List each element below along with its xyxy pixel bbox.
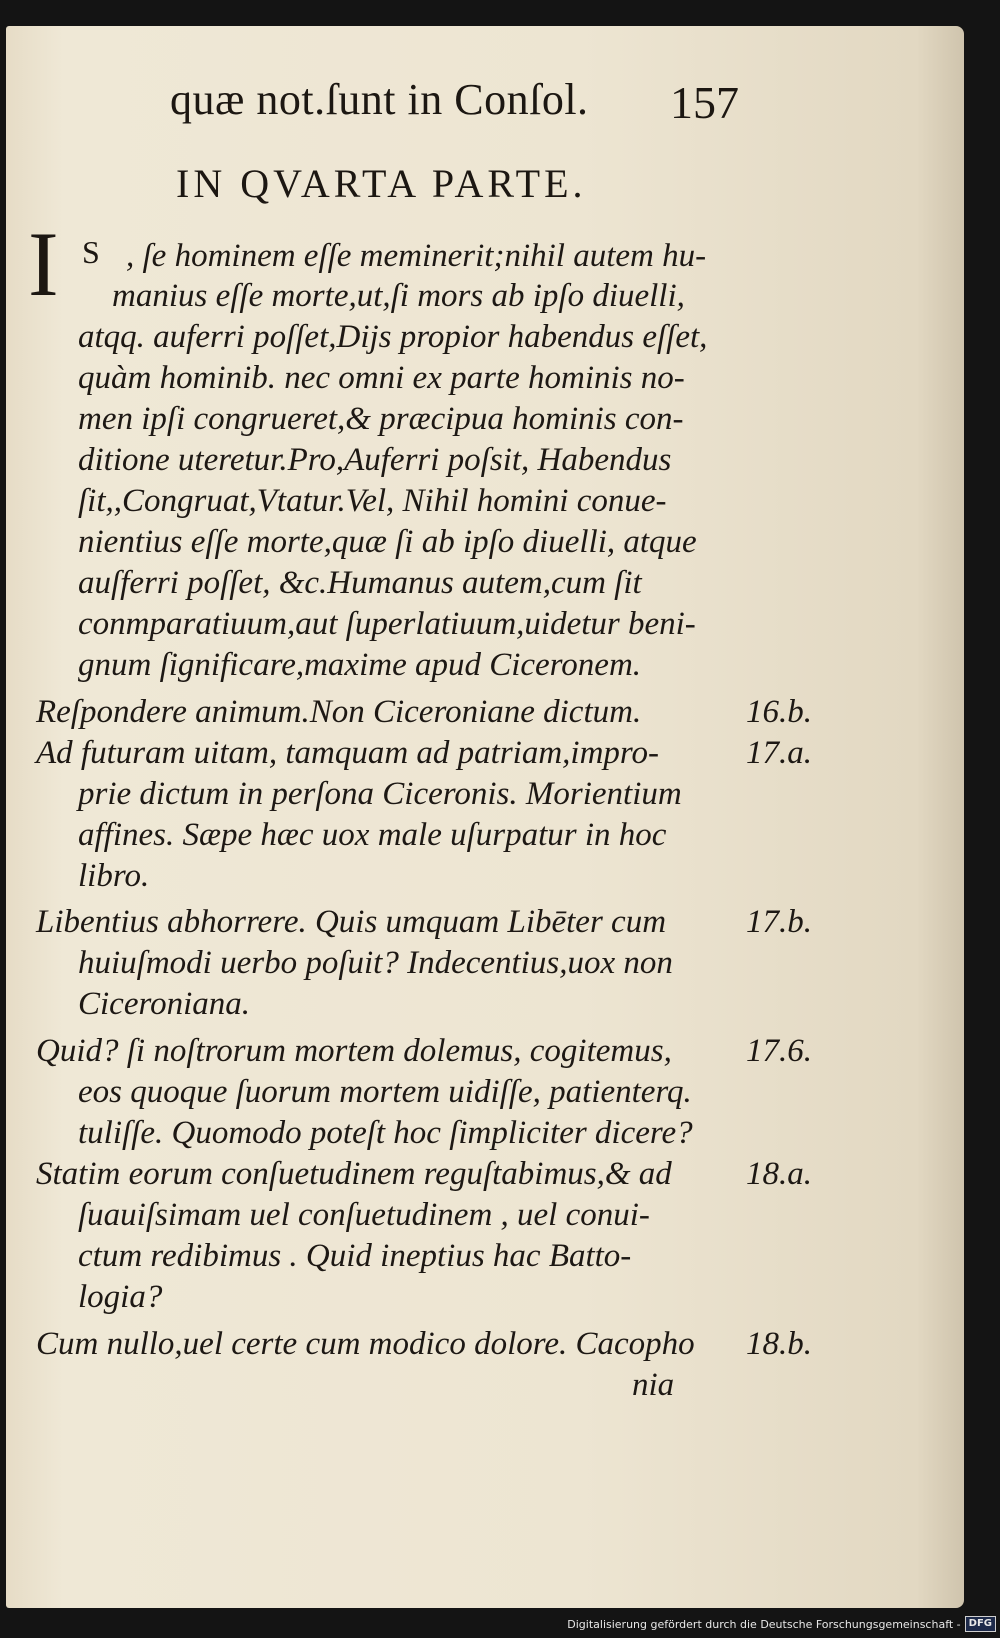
margin-reference: 17.6. (746, 1033, 812, 1069)
margin-reference: 18.b. (746, 1326, 812, 1362)
page-number: 157 (670, 77, 739, 128)
text-line: manius eſſe morte,ut,ſi mors ab ipſo diuelli, (112, 278, 685, 314)
text-line: prie dictum in perſona Ciceronis. Morientium (78, 776, 682, 812)
text-line: Libentius abhorrere. Quis umquam Libēter cum (36, 904, 667, 940)
text-line: Statim eorum conſuetudinem reguſtabimus,& ad (36, 1156, 672, 1192)
text-line: Ciceroniana. (78, 986, 251, 1022)
book-page (6, 26, 964, 1608)
text-line: logia? (78, 1279, 163, 1315)
running-title: quæ not.ſunt in Conſol. (170, 75, 589, 124)
dfg-logo: DFG (965, 1616, 996, 1632)
text-line: Reſpondere animum.Non Ciceroniane dictum. (36, 694, 642, 730)
text-line: , ſe hominem eſſe meminerit;nihil autem hu- (126, 238, 707, 274)
digitization-credit (567, 1614, 996, 1634)
credit-text: Digitalisierung gefördert durch die Deutsche Forschungsgemeinschaft - (567, 1617, 961, 1631)
text-line: libro. (78, 858, 150, 894)
text-line: atqq. auferri poſſet,Dijs propior habendus eſſet, (78, 319, 708, 355)
text-line: huiuſmodi uerbo poſuit? Indecentius,uox non (78, 945, 673, 981)
drop-cap: I (28, 213, 59, 315)
margin-reference: 17.b. (746, 904, 812, 940)
running-head (170, 74, 750, 144)
text-line: ſit,,Congruat,Vtatur.Vel, Nihil homini conue- (78, 483, 667, 519)
section-heading: IN QVARTA PARTE. (176, 161, 587, 206)
text-line: conmparatiuum,aut ſuperlatiuum,uidetur beni- (78, 606, 696, 642)
text-line: quàm hominib. nec omni ex parte hominis no- (78, 360, 685, 396)
text-line: men ipſi congrueret,& præcipua hominis con- (78, 401, 684, 437)
margin-reference: 18.a. (746, 1156, 812, 1192)
text-line: Quid? ſi noſtrorum mortem dolemus, cogitemus, (36, 1033, 672, 1069)
text-line: ctum redibimus . Quid ineptius hac Batto- (78, 1238, 632, 1274)
text-line: Cum nullo,uel certe cum modico dolore. Cacopho (36, 1326, 695, 1362)
text-line: ditione uteretur.Pro,Auferri poſsit, Habendus (78, 442, 672, 478)
text-line: affines. Sæpe hæc uox male uſurpatur in hoc (78, 817, 667, 853)
text-line: eos quoque ſuorum mortem uidiſſe, patienterq. (78, 1074, 692, 1110)
margin-reference: 17.a. (746, 735, 812, 771)
drop-cap-following-letter: S (82, 234, 100, 270)
text-line: auſferri poſſet, &c.Humanus autem,cum ſit (78, 565, 642, 601)
text-line: nia (632, 1367, 675, 1403)
text-line: Ad futuram uitam, tamquam ad patriam,impro- (36, 735, 660, 771)
text-line: tuliſſe. Quomodo poteſt hoc ſimpliciter dicere? (78, 1115, 693, 1151)
text-line: gnum ſignificare,maxime apud Ciceronem. (78, 647, 642, 683)
text-line: nientius eſſe morte,quæ ſi ab ipſo diuelli, atque (78, 524, 697, 560)
text-line: ſuauiſsimam uel conſuetudinem , uel conui- (78, 1197, 650, 1233)
margin-reference: 16.b. (746, 694, 812, 730)
